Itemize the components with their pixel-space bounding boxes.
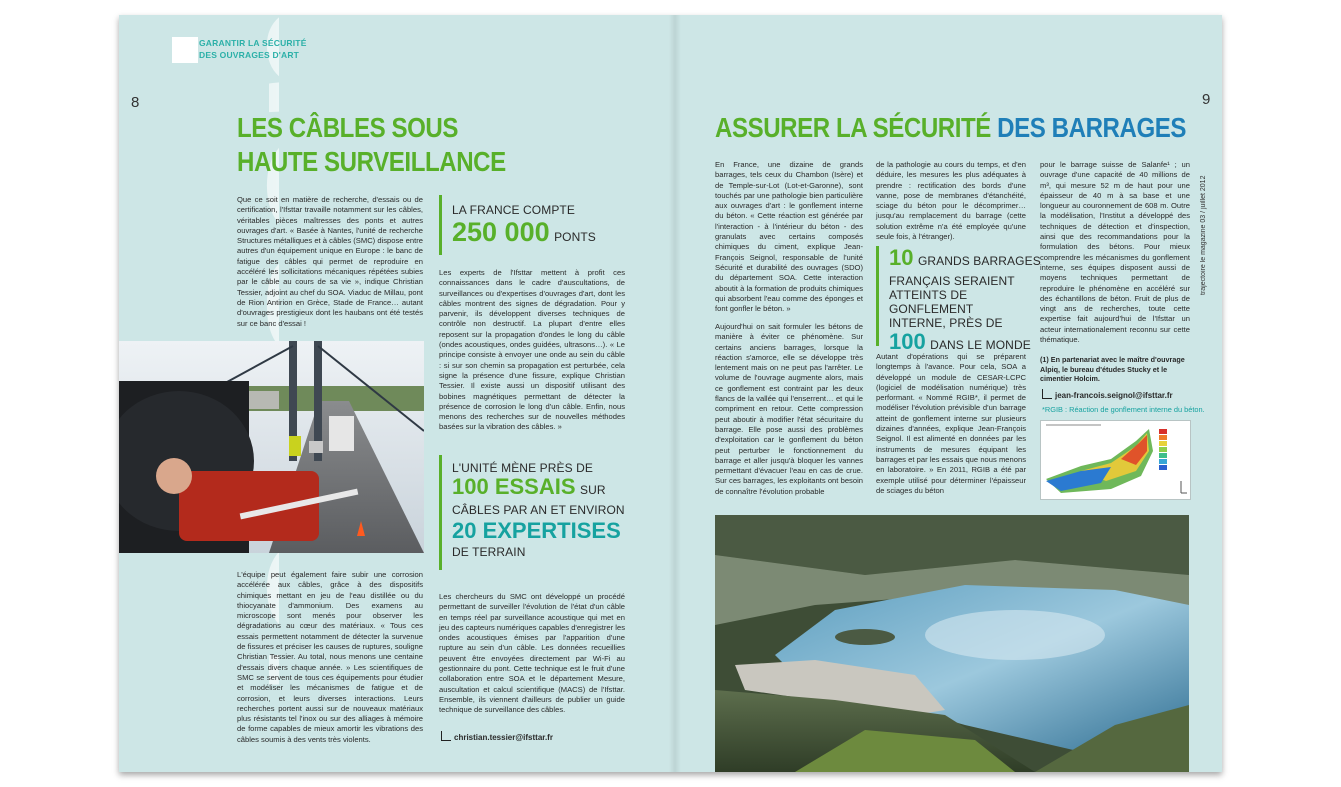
left-title: [237, 111, 506, 179]
left-col2-mid-text: Les experts de l'Ifsttar mettent à profit ces connaissances dans le cadre d'auscultations, de surveillances ou d'expertises d'ouvrages d'art, dont les câbles montrent des signes de dégradation. Pour y parvenir, ils développent diverses techniques de contrôle non destructif. La plupart d'entre elles reposent sur la propagation d'ondes le long du câble (ondes acoustiques, ondes guidées, ultrasons…). « Le principe consiste à envoyer une onde au sein du câble : si sur son chemin sa propagation est perturbée, cela signe la présence d'une fissure, explique Christian Tessier. Il existe aussi un dispositif utilisant des bobines magnétiques permettant de détecter la présence de corrosion le long d'un câble. Enfin, nous menons des recherches sur de nouvelles méthodes basées sur la vibration des câbles. »: [439, 268, 625, 432]
right-col1-bottom-text: Aujourd'hui on sait formuler les bétons de manière à éviter ce phénomène. Sur certains anciens barrages, lorsque la réaction s'amorce, elle se développe très lentement mais on ne peut pas l'arrêter. Le volume de l'ouvrage augmente alors, mais ce gonflement est contraint par les deux flancs de la vallée qui l'enserrent… et qui le compriment en retour. Cette compression peut aboutir à modifier l'état sécuritaire du barrage. Elle pose aussi des problèmes d'exploitation car le gonflement du béton peut perturber le fonctionnement du barrage et aller jusqu'à bloquer les vannes permettant d'évacuer l'eau en cas de crue. Sur ces barrages, les exploitants ont besoin de connaître l'évolution probable: [715, 322, 863, 496]
callout1-number: 250 000: [452, 217, 550, 247]
callout2-line2: SUR: [579, 483, 606, 497]
left-col2-bottom-text: Les chercheurs du SMC ont développé un procédé permettant de surveiller l'évolution de l'état d'un câble en temps réel par surveillance acoustique qui met en jeu des capteurs numériques capables d'enregistrer les ondes acoustiques émises par l'apparition d'une rupture au sein d'un câble. Les données recueillies peuvent être envoyées directement par Wi-Fi au gestionnaire du pont. Cette technique est le fruit d'une collaboration entre SOA et le département Mesure, auscultation et calcul scientifique (MACS) de l'Ifsttar. Ensemble, ils viennent d'ailleurs de publier un guide technique de surveillance des câbles.: [439, 592, 625, 715]
right-col1-top-text: En France, une dizaine de grands barrages, tels ceux du Chambon (Isère) et de Temple-sur-Lot (Lot-et-Garonne), sont touchés par une pathologie bien particulière aux ouvrages d'art : le gonflement interne du béton. « Cette réaction est générée par l'interaction - à l'intérieur du béton - des granulats avec certains composés chimiques du ciment, explique Jean-François Seignol, responsable de l'unité Sécurité et durabilité des ouvrages (SDO) du département SOA. Cette interaction aboutit à la formation de produits chimiques qui absorbent l'eau comme des éponges et font gonfler le béton. »: [715, 160, 863, 314]
arrow-icon: [441, 731, 451, 741]
callout1-line1: LA FRANCE COMPTE: [452, 203, 575, 217]
callout1-line2: PONTS: [554, 230, 596, 244]
callout2-number2: 20 EXPERTISES: [452, 518, 621, 543]
arrow-icon: [1042, 389, 1052, 399]
left-col1-bottom-text: L'équipe peut également faire subir une corrosion accélérée aux câbles, grâce à des dispositifs chimiques mettant en jeu de l'eau distillée ou du thiocyanate d'ammonium. Des examens au microscope sont menés pour observer les dégradations au cœur des matériaux. « Tous ces essais permettent notamment de détecter la survenue de fissures et préciser les causes de ruptures, souligne Christian Tessier. Au total, nous menons une centaine d'essais divers chaque année. » Les scientifiques de SMC se servent de tous ces équipements pour étudier et modéliser les mécanismes de fatigue et de corrosion, et leurs diverses interactions. Leurs recherches portent aussi sur de nouveaux matériaux plus résistants tel l'inox ou sur des alliages à mémoire de forme capables de mieux amortir les vibrations des câbles soumis à des vents très violents.: [237, 570, 423, 744]
page-number-right: 9: [1202, 91, 1211, 108]
email-jean-francois-seignol-text[interactable]: jean-francois.seignol@ifsttar.fr: [1055, 391, 1173, 400]
right-col2-top-text: de la pathologie au cours du temps, et d'en déduire, les mesures les plus adéquates à prendre : rectification des bords d'une vanne, pose de membranes d'étanchéité, sciage du béton pour le décomprimer… jusqu'au remplacement du barrage (cette solution extrême n'a été employée qu'une seule fois, à l'étranger).: [876, 160, 1026, 242]
left-title-line2: HAUTE SURVEILLANCE: [237, 146, 506, 177]
callout3-line5: DANS LE MONDE: [930, 338, 1031, 352]
rgib-caption: *RGIB : Réaction de gonflement interne du béton.: [1042, 405, 1205, 414]
bridge-photo: [119, 341, 424, 553]
rgib-simulation-figure: [1040, 420, 1191, 500]
callout3-number1: 10: [889, 245, 914, 270]
footnote: (1) En partenariat avec le maître d'ouvrage Alpiq, le bureau d'études Stucky et le cimentier Holcim.: [1040, 355, 1185, 383]
email-christian-tessier[interactable]: [441, 731, 553, 742]
rubric-line2: DES OUVRAGES D'ART: [199, 50, 300, 60]
page-spine: [669, 15, 681, 772]
dam-lake-photo: [715, 515, 1189, 772]
callout3-line4: INTERNE, PRÈS DE: [889, 316, 1003, 330]
callout3-number2: 100: [889, 329, 926, 354]
section-rubric: [199, 37, 399, 61]
right-col2-bottom-text: Autant d'opérations qui se préparent longtemps à l'avance. Pour cela, SOA a développé un module de CESAR-LCPC (logiciel de modélisation numérique) très performant. « Nommé RGIB*, il permet de modéliser l'évolution prévisible d'un barrage atteint de gonflement interne sur plusieurs dizaines d'années, explique Jean-François Seignol. Il est alimenté en données par les instruments de mesures équipant les barrages et par les essais que nous menons en laboratoire. » En 2011, RGIB a été par exemple utilisé pour déterminer l'épaisseur de sciages du béton: [876, 352, 1026, 495]
right-title: [715, 111, 1186, 145]
magazine-side-label: trajectoire le magazine 03 / juillet 2012: [1200, 175, 1207, 295]
email-jean-francois-seignol[interactable]: [1042, 389, 1173, 400]
page-number-left: 8: [131, 94, 140, 111]
left-intro-text: Que ce soit en matière de recherche, d'essais ou de certification, l'Ifsttar travaille notamment sur les câbles, véritables pièces maîtresses des ponts et autres ouvrages d'art. « Basée à Nantes, l'unité de recherche Structures métalliques et à câbles (SMC) dispose entre autres d'un équipement unique en Europe : le banc de fatigue des câbles qui permet de reproduire en accéléré les sollicitations mécaniques répétées subies par le câble au cours de sa vie », indique Christian Tessier, adjoint au chef du SOA. Viaduc de Millau, pont de Rion Antirion en Grèce, Stade de France… autant d'ouvrages prestigieux dont les haubans ont été testés sur ce banc d'essai !: [237, 195, 423, 328]
callout3-line3: ATTEINTS DE GONFLEMENT: [889, 288, 974, 316]
rubric-marker: [172, 37, 198, 63]
callout2-number1: 100 ESSAIS: [452, 474, 576, 499]
email-christian-tessier-text[interactable]: christian.tessier@ifsttar.fr: [454, 733, 553, 742]
unite-essais-callout: [439, 455, 652, 570]
right-col3-text: pour le barrage suisse de Salanfe¹ ; un ouvrage d'une capacité de 40 millions de m³, qui mesure 52 m de haut pour une épaisseur de 40 m à sa base et une longueur au couronnement de 608 m. Outre la modélisation, l'Institut a développé des techniques de détection et d'inspection, ainsi que des recommandations pour la formulation des bétons. Pour mieux comprendre les mécanismes du gonflement interne, ses équipes disposent aussi de moyens techniques permettant de reproduire le phénomène en accéléré sur des échantillons de béton. Fruit de plus de vingt ans de recherches, toute cette expertise fait aujourd'hui de l'Ifsttar un acteur internationalement reconnu sur cette thématique.: [1040, 160, 1190, 345]
right-title-part2: DES BARRAGES: [997, 112, 1187, 143]
callout3-line1: GRANDS BARRAGES: [917, 254, 1041, 268]
magazine-spread: [119, 15, 1222, 772]
right-title-part1: ASSURER LA SÉCURITÉ: [715, 112, 991, 143]
rubric-line1: GARANTIR LA SÉCURITÉ: [199, 38, 307, 48]
callout2-line3: CÂBLES PAR AN ET ENVIRON: [452, 503, 625, 517]
grands-barrages-callout: [876, 245, 1049, 354]
callout3-line2: FRANÇAIS SERAIENT: [889, 274, 1015, 288]
callout2-line4: DE TERRAIN: [452, 545, 526, 559]
callout2-line1: L'UNITÉ MÈNE PRÈS DE: [452, 461, 593, 475]
france-ponts-callout: [439, 195, 652, 255]
left-title-line1: LES CÂBLES SOUS: [237, 112, 459, 143]
